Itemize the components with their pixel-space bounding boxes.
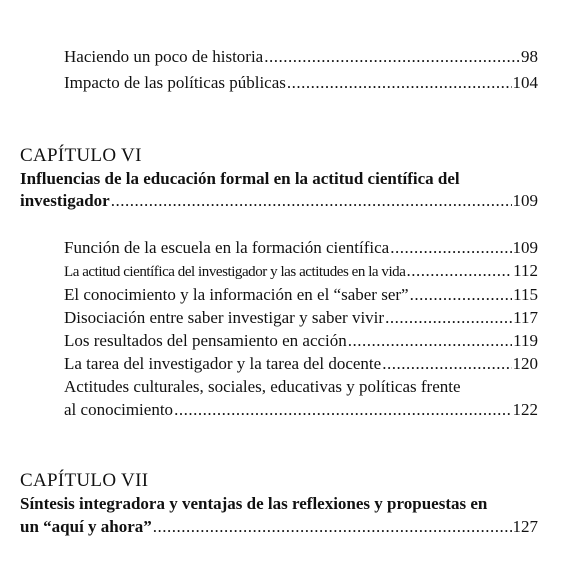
toc-entry-resultados[interactable] — [64, 329, 538, 353]
toc-entry-funcion-escuela[interactable] — [64, 236, 538, 260]
toc-entry-title: El conocimiento y la información en el “saber ser” — [64, 285, 409, 304]
toc-entry-page: 119 — [513, 331, 538, 350]
toc-entry-historia[interactable] — [64, 45, 538, 69]
dot-leader — [385, 306, 512, 330]
chapter-7-title-line1[interactable]: Síntesis integradora y ventajas de las reflexiones y propuestas en — [20, 494, 488, 513]
toc-entry-actitud-cientifica[interactable] — [64, 259, 538, 284]
dot-leader — [264, 45, 520, 69]
chapter-6-page: 109 — [512, 191, 538, 210]
toc-entry-title: La tarea del investigador y la tarea del docente — [64, 354, 382, 373]
toc-entry-page: 117 — [513, 308, 538, 327]
chapter-6-title-line1[interactable]: Influencias de la educación formal en la actitud científica del — [20, 169, 460, 188]
chapter-6-label: CAPÍTULO VI — [20, 145, 142, 166]
toc-entry-title: al conocimiento — [64, 400, 174, 419]
chapter-7-page: 127 — [512, 517, 538, 536]
chapter-7-label: CAPÍTULO VII — [20, 470, 149, 491]
chapter-7-title-entry[interactable] — [20, 515, 538, 539]
dot-leader — [382, 352, 511, 376]
toc-entry-disociacion[interactable] — [64, 306, 538, 330]
dot-leader — [174, 398, 511, 422]
toc-entry-page: 115 — [513, 285, 538, 304]
dot-leader — [410, 283, 513, 307]
toc-entry-page: 112 — [513, 261, 538, 280]
toc-entry-tarea-docente[interactable] — [64, 352, 538, 376]
chapter-6-title-entry[interactable] — [20, 189, 538, 213]
toc-entry-page: 122 — [512, 400, 538, 419]
toc-entry-title: Haciendo un poco de historia — [64, 47, 264, 66]
dot-leader — [390, 236, 511, 260]
toc-entry-title: Función de la escuela en la formación científica — [64, 238, 390, 257]
dot-leader — [153, 515, 512, 539]
toc-entry-title: Los resultados del pensamiento en acción — [64, 331, 347, 350]
chapter-6-title-line2: investigador — [20, 191, 110, 210]
toc-entry-politicas[interactable] — [64, 71, 538, 95]
toc-entry-title: Impacto de las políticas públicas — [64, 73, 286, 92]
toc-entry-title: Disociación entre saber investigar y saber vivir — [64, 308, 385, 327]
dot-leader — [348, 329, 512, 353]
toc-entry-page: 98 — [521, 47, 538, 66]
dot-leader — [111, 189, 512, 213]
toc-entry-title: La actitud científica del investigador y las actitudes en la vida — [64, 264, 406, 280]
chapter-7-title-line2: un “aquí y ahora” — [20, 517, 152, 536]
toc-entry-saber-ser[interactable] — [64, 283, 538, 307]
toc-entry-page: 120 — [512, 354, 538, 373]
dot-leader — [287, 71, 512, 95]
toc-entry-actitudes[interactable] — [64, 398, 538, 422]
toc-entry-actitudes-line1[interactable]: Actitudes culturales, sociales, educativas y políticas frente — [64, 377, 461, 396]
toc-entry-page: 104 — [512, 73, 538, 92]
toc-entry-page: 109 — [512, 238, 538, 257]
dot-leader — [406, 259, 512, 283]
